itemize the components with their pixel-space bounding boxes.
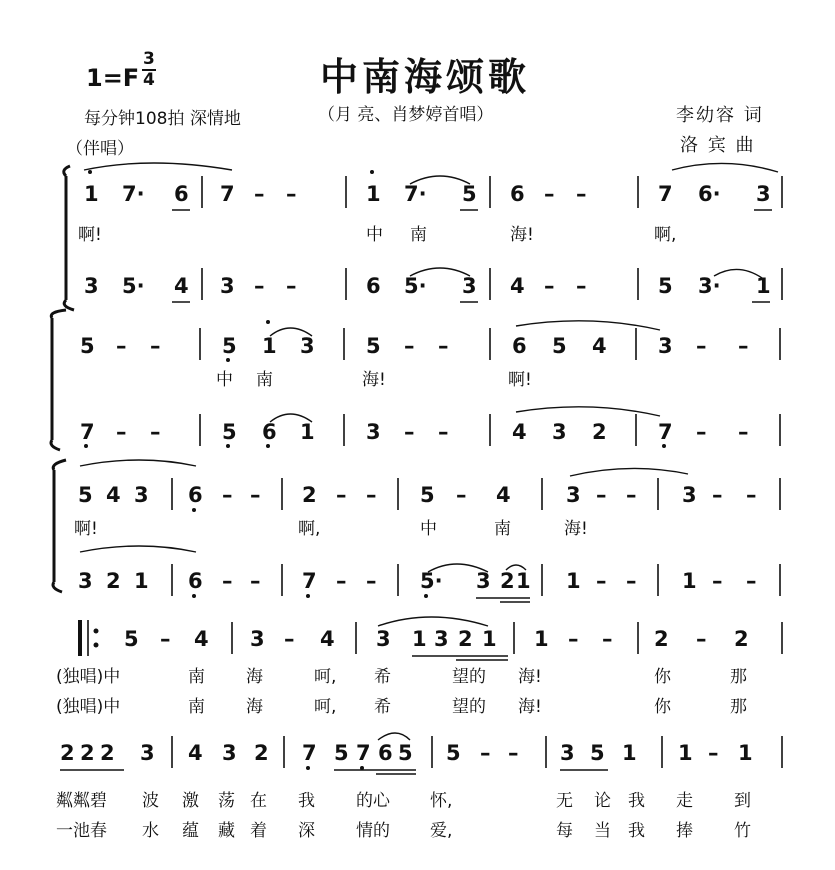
svg-text:7: 7 [658,182,673,206]
svg-text:–: – [696,420,707,444]
svg-text:–: – [576,274,587,298]
svg-text:7: 7 [356,741,371,765]
system2-lower [80,420,749,444]
svg-text:5: 5 [658,274,673,298]
svg-text:2: 2 [654,627,669,651]
svg-text:啊!: 啊! [508,370,532,390]
svg-text:竹: 竹 [734,821,751,841]
svg-text:2: 2 [100,741,115,765]
svg-text:3: 3 [434,627,449,651]
svg-text:3: 3 [756,182,771,206]
svg-text:6: 6 [512,334,527,358]
svg-text:1: 1 [678,741,693,765]
svg-text:4: 4 [320,627,335,651]
svg-text:–: – [336,569,347,593]
svg-text:海: 海 [246,667,263,687]
svg-text:–: – [284,627,295,651]
svg-text:5: 5 [462,182,477,206]
composer: 洛 宾 曲 [680,135,756,156]
svg-text:希: 希 [374,667,391,687]
repeat-sign [80,620,99,656]
svg-text:3·: 3· [698,274,721,298]
svg-text:5: 5 [80,334,95,358]
svg-text:–: – [480,741,491,765]
system3-lyrics [74,519,588,539]
svg-text:–: – [438,334,449,358]
svg-text:1: 1 [756,274,771,298]
svg-text:6: 6 [510,182,525,206]
svg-text:7·: 7· [122,182,145,206]
svg-text:4: 4 [510,274,525,298]
svg-text:2: 2 [80,741,95,765]
svg-text:1: 1 [262,334,277,358]
svg-text:2: 2 [500,569,515,593]
svg-text:2: 2 [302,483,317,507]
svg-text:4: 4 [174,274,189,298]
svg-text:一池春: 一池春 [56,821,107,841]
system3-upper [78,483,757,507]
svg-text:2: 2 [254,741,269,765]
svg-text:1: 1 [84,182,99,206]
svg-text:(独唱)中: (独唱)中 [56,667,121,687]
svg-text:–: – [568,627,579,651]
svg-text:–: – [696,334,707,358]
svg-text:6·: 6· [698,182,721,206]
svg-text:1: 1 [516,569,531,593]
system4-verse2 [56,697,747,717]
svg-text:我: 我 [628,821,645,841]
svg-text:5: 5 [222,334,237,358]
svg-text:中: 中 [366,225,383,245]
svg-text:7·: 7· [404,182,427,206]
svg-text:1: 1 [482,627,497,651]
svg-text:爱,: 爱, [430,821,453,841]
svg-text:3: 3 [78,569,93,593]
svg-text:7: 7 [220,182,235,206]
svg-text:着: 着 [250,821,267,841]
system2-upper [80,334,749,358]
system5-verse1 [56,791,751,811]
svg-text:–: – [286,182,297,206]
svg-text:–: – [544,274,555,298]
svg-text:–: – [438,420,449,444]
svg-text:水: 水 [142,821,159,841]
svg-text:6: 6 [378,741,393,765]
system-braces [51,166,74,592]
octave-dots-1 [88,170,374,174]
svg-text:中: 中 [420,519,437,539]
slurs [80,163,778,740]
svg-text:2: 2 [60,741,75,765]
svg-text:1: 1 [134,569,149,593]
svg-text:呵,: 呵, [314,697,337,717]
performers: （月 亮、肖梦婷首唱） [318,105,494,125]
svg-text:啊,: 啊, [298,519,321,539]
svg-text:1: 1 [566,569,581,593]
svg-text:–: – [746,483,757,507]
svg-text:–: – [602,627,613,651]
svg-text:深: 深 [298,821,315,841]
svg-text:情的: 情的 [356,821,390,841]
svg-text:海: 海 [246,697,263,717]
svg-text:1: 1 [412,627,427,651]
svg-text:3: 3 [476,569,491,593]
svg-text:2: 2 [734,627,749,651]
svg-text:海!: 海! [510,225,534,245]
svg-text:3: 3 [566,483,581,507]
svg-text:–: – [116,420,127,444]
svg-text:4: 4 [512,420,527,444]
svg-text:–: – [708,741,719,765]
svg-text:的心: 的心 [356,791,390,811]
svg-text:–: – [366,569,377,593]
svg-text:–: – [254,274,265,298]
system4-verse1 [56,667,747,687]
svg-text:–: – [404,334,415,358]
svg-text:5: 5 [446,741,461,765]
svg-text:3: 3 [134,483,149,507]
svg-text:–: – [738,420,749,444]
svg-text:啊!: 啊! [74,519,98,539]
svg-text:走: 走 [676,791,693,811]
svg-text:1: 1 [738,741,753,765]
svg-text:–: – [336,483,347,507]
svg-text:3: 3 [658,334,673,358]
svg-text:3: 3 [552,420,567,444]
system1-lyrics [78,225,676,245]
svg-text:蕴: 蕴 [182,821,199,841]
svg-text:1: 1 [622,741,637,765]
svg-text:海!: 海! [518,697,542,717]
svg-text:3: 3 [84,274,99,298]
svg-text:到: 到 [734,791,751,811]
svg-text:–: – [254,182,265,206]
svg-text:–: – [160,627,171,651]
svg-text:啊,: 啊, [654,225,677,245]
svg-text:2: 2 [458,627,473,651]
svg-text:–: – [508,741,519,765]
svg-text:4: 4 [194,627,209,651]
svg-text:7: 7 [302,569,317,593]
svg-text:海!: 海! [564,519,588,539]
svg-text:6: 6 [262,420,277,444]
svg-text:5: 5 [552,334,567,358]
svg-text:–: – [696,627,707,651]
system5-verse2 [56,821,751,841]
svg-text:每: 每 [556,821,573,841]
svg-text:我: 我 [628,791,645,811]
svg-text:5: 5 [420,483,435,507]
svg-text:6: 6 [174,182,189,206]
svg-text:3: 3 [560,741,575,765]
svg-text:4: 4 [188,741,203,765]
svg-text:藏: 藏 [218,821,235,841]
svg-text:激: 激 [182,791,199,811]
svg-text:–: – [738,334,749,358]
svg-text:5: 5 [124,627,139,651]
svg-text:–: – [366,483,377,507]
system3-lower [78,569,757,593]
svg-text:那: 那 [730,697,747,717]
svg-text:3: 3 [376,627,391,651]
svg-text:5·: 5· [122,274,145,298]
svg-text:–: – [116,334,127,358]
svg-text:无: 无 [556,791,573,811]
svg-text:–: – [404,420,415,444]
accompaniment-label: （伴唱） [66,139,134,159]
svg-text:–: – [456,483,467,507]
svg-text:怀,: 怀, [430,791,453,811]
svg-text:5: 5 [366,334,381,358]
svg-text:海!: 海! [518,667,542,687]
svg-text:1: 1 [366,182,381,206]
svg-text:–: – [286,274,297,298]
svg-text:3: 3 [250,627,265,651]
time-denominator: 4 [143,70,155,90]
svg-text:2: 2 [106,569,121,593]
time-numerator: 3 [143,49,155,69]
svg-text:粼粼碧: 粼粼碧 [56,791,107,811]
svg-text:论: 论 [594,791,611,811]
svg-text:–: – [150,334,161,358]
svg-text:7: 7 [302,741,317,765]
svg-text:7: 7 [80,420,95,444]
svg-text:1: 1 [300,420,315,444]
song-title: 中南海颂歌 [320,54,531,99]
svg-text:–: – [544,182,555,206]
svg-text:3: 3 [682,483,697,507]
system2-lyrics [216,370,532,390]
svg-text:5: 5 [590,741,605,765]
svg-text:–: – [596,483,607,507]
svg-text:3: 3 [366,420,381,444]
svg-text:3: 3 [300,334,315,358]
svg-text:望的: 望的 [452,667,486,687]
svg-text:在: 在 [250,791,267,811]
key-signature: 1=F [86,64,140,92]
svg-text:捧: 捧 [676,821,693,841]
svg-text:南: 南 [410,225,427,245]
svg-text:你: 你 [654,697,671,717]
svg-text:1: 1 [682,569,697,593]
svg-text:3: 3 [222,741,237,765]
svg-text:–: – [746,569,757,593]
svg-text:5: 5 [222,420,237,444]
svg-text:3: 3 [220,274,235,298]
svg-text:中: 中 [216,370,233,390]
svg-text:我: 我 [298,791,315,811]
svg-text:–: – [222,569,233,593]
svg-text:5: 5 [78,483,93,507]
svg-text:4: 4 [592,334,607,358]
svg-text:波: 波 [142,791,159,811]
system1-lower [84,274,771,298]
svg-text:4: 4 [496,483,511,507]
svg-text:希: 希 [374,697,391,717]
svg-text:1: 1 [534,627,549,651]
svg-text:6: 6 [366,274,381,298]
system1-upper [84,182,771,206]
svg-text:5: 5 [398,741,413,765]
svg-text:–: – [250,569,261,593]
svg-text:3: 3 [462,274,477,298]
svg-text:海!: 海! [362,370,386,390]
svg-text:–: – [576,182,587,206]
svg-text:3: 3 [140,741,155,765]
svg-text:南: 南 [494,519,511,539]
svg-text:2: 2 [592,420,607,444]
svg-text:7: 7 [658,420,673,444]
svg-text:4: 4 [106,483,121,507]
svg-text:–: – [712,569,723,593]
svg-text:–: – [626,483,637,507]
lyricist: 李幼容 词 [676,105,764,126]
svg-text:6: 6 [188,569,203,593]
svg-text:–: – [150,420,161,444]
svg-text:(独唱)中: (独唱)中 [56,697,121,717]
svg-text:–: – [222,483,233,507]
svg-text:荡: 荡 [218,791,235,811]
svg-text:那: 那 [730,667,747,687]
svg-text:5·: 5· [420,569,443,593]
svg-text:–: – [596,569,607,593]
system5-melody [60,741,753,765]
svg-text:当: 当 [594,821,611,841]
svg-text:南: 南 [188,667,205,687]
svg-text:–: – [712,483,723,507]
svg-text:–: – [250,483,261,507]
system4-melody [124,627,749,651]
svg-text:南: 南 [256,370,273,390]
svg-text:望的: 望的 [452,697,486,717]
svg-text:南: 南 [188,697,205,717]
svg-text:呵,: 呵, [314,667,337,687]
svg-text:5·: 5· [404,274,427,298]
svg-text:6: 6 [188,483,203,507]
svg-text:啊!: 啊! [78,225,102,245]
svg-text:–: – [626,569,637,593]
tempo-marking: 每分钟108拍 深情地 [84,109,241,129]
svg-text:5: 5 [334,741,349,765]
svg-text:你: 你 [654,667,671,687]
